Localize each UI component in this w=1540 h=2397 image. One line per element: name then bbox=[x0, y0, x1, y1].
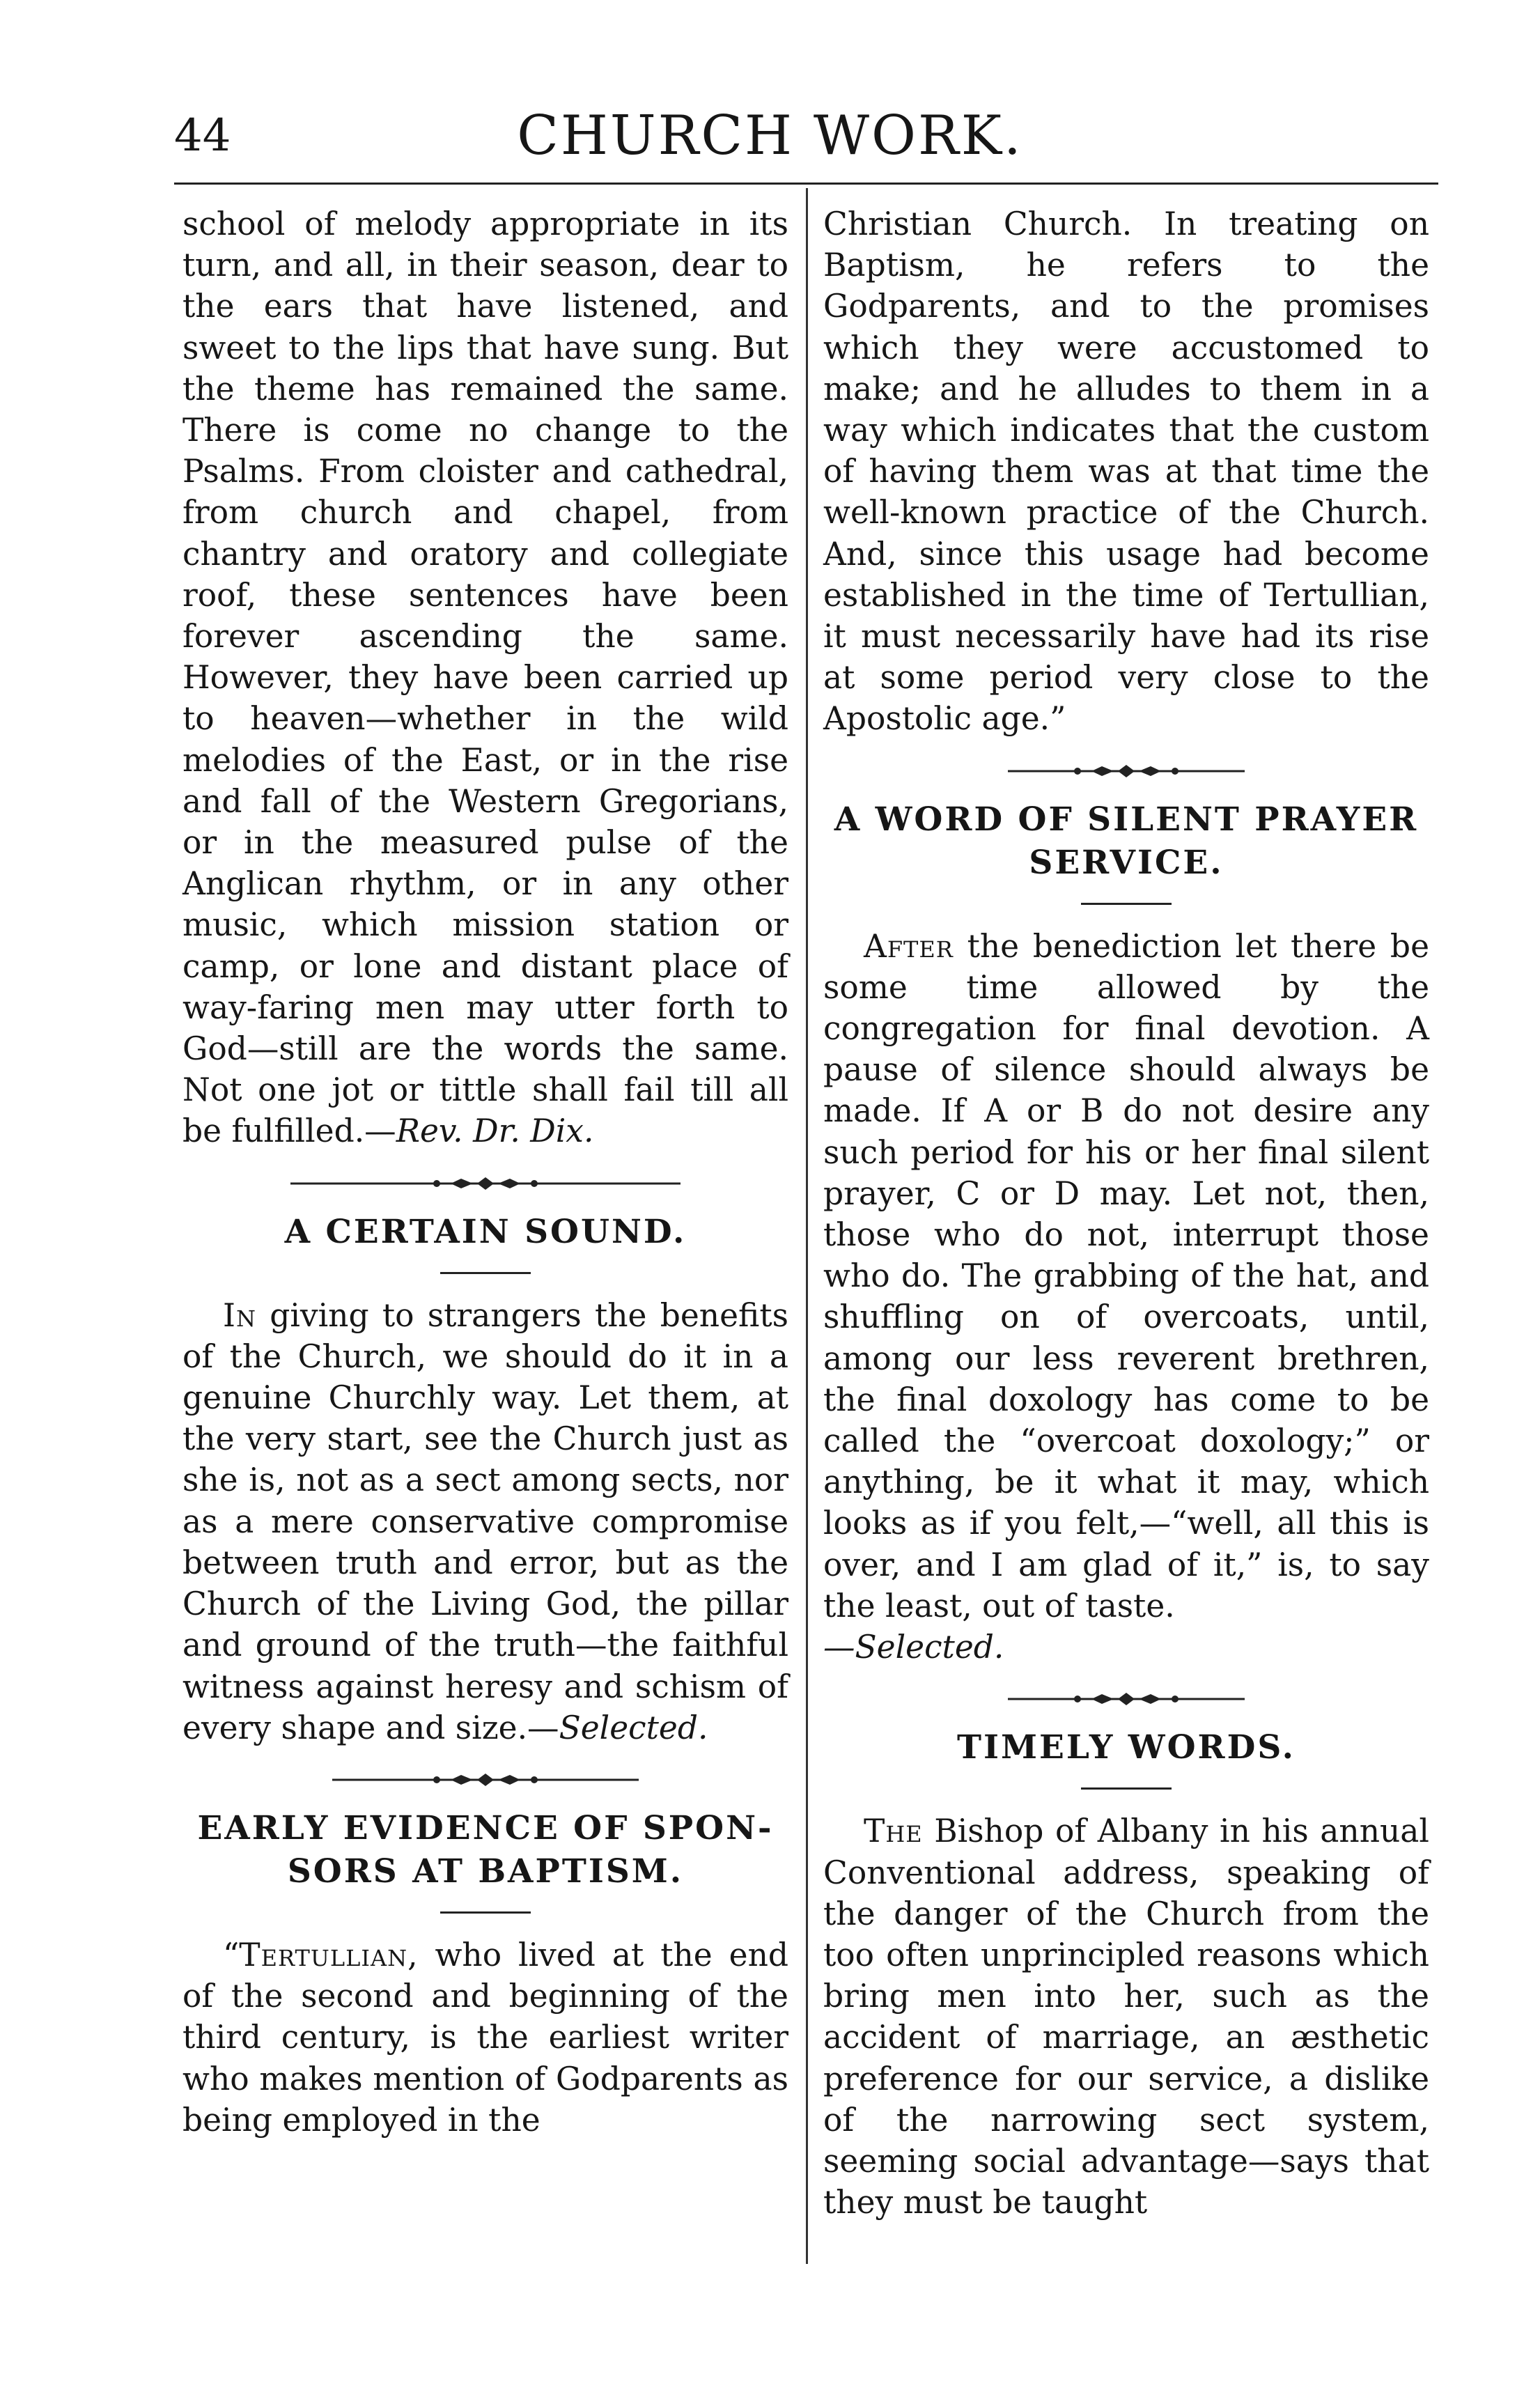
section-title-timely-words: TIMELY WORDS. bbox=[957, 1728, 1296, 1767]
section-title-certain-sound: A CERTAIN SOUND. bbox=[284, 1212, 687, 1251]
certain-sound-paragraph: In giving to strangers the benefits of the Church, we should do it in a genuine Churchly way. Let them, at the very start, see the Church just as she is, not as a sect among sects, nor as a mere conservative compromise between truth and error, but as the Church of the Living God, the pillar and ground of the truth—the faithful witness against heresy and schism of every shape and size.—Selected. bbox=[182, 1296, 788, 1746]
attribution: Rev. Dr. Dix. bbox=[396, 1112, 594, 1150]
ornament-divider-2 bbox=[332, 1769, 639, 1790]
section-title-silent-prayer: A WORD OF SILENT PRAYER SERVICE. bbox=[834, 800, 1419, 882]
title-rule bbox=[440, 1911, 531, 1914]
right-column bbox=[823, 203, 1429, 2223]
page-number: 44 bbox=[174, 110, 231, 162]
attribution: Selected. bbox=[559, 1709, 708, 1746]
timely-words-paragraph: The Bishop of Albany in his annual Conventional address, speaking of the danger of the Church from the too often unprincipled reasons which bring men into her, such as the accident of marriage, an æsthetic preference for our service, a dislike of the narrowing sect system, seeming social advantage—says that they must be taught bbox=[823, 1813, 1429, 2221]
title-rule bbox=[1081, 903, 1172, 905]
continued-paragraph: school of melody appropriate in its turn, and all, in their season, dear to the ears that have listened, and sweet to the lips that have sung. But the theme has remained the same. There is come no change to the Psalms. From cloister and cathedral, from church and chapel, from chantry and oratory and collegiate roof, these sentences have been forever ascending the same. However, they have been carried up to heaven—whether in the wild melodies of the East, or in the rise and fall of the Western Gregorians, or in the measured pulse of the Anglican rhythm, or in any other music, which mission station or camp, or lone and distant place of way-faring men may utter forth to God—still are the words the same. Not one jot or tittle shall fail till all be fulfilled.—Rev. Dr. Dix. bbox=[182, 205, 788, 1150]
column-divider bbox=[806, 188, 808, 2264]
title-rule bbox=[440, 1272, 531, 1274]
left-column bbox=[182, 203, 788, 2141]
silent-prayer-paragraph: After the benediction let there be some time allowed by the congregation for final devotion. A pause of silence should always be made. If A or B do not desire any such period for his or her final silent prayer, C or D may. Let not, then, those who do not, interrupt those who do. The grabbing of the hat, and shuffling on of overcoats, until, among our less reverent brethren, the final doxology has come to be called the “overcoat doxology;” or anything, be it what it may, which looks as if you felt,—“well, all this is over, and I am glad of it,” is, to say the least, out of taste. bbox=[823, 927, 1429, 1624]
ornament-divider-1 bbox=[290, 1173, 680, 1194]
running-title: CHURCH WORK. bbox=[517, 104, 1023, 167]
continued-paragraph-right: Christian Church. In treating on Baptism, he refers to the Godparents, and to the promises which they were accustomed to make; and he alludes to them in a way which indicates that the custom of having them was at that time the well-known practice of the Church. And, since this usage had become established in the time of Tertullian, it must necessarily have had its rise at some period very close to the Apostolic age.” bbox=[823, 205, 1429, 738]
attribution: —Selected. bbox=[823, 1629, 1004, 1666]
section-title-early-evidence: EARLY EVIDENCE OF SPON- SORS AT BAPTISM. bbox=[197, 1808, 774, 1891]
ornament-divider-4 bbox=[1008, 1689, 1245, 1709]
page-header bbox=[0, 104, 1540, 167]
ornament-divider-3 bbox=[1008, 761, 1245, 782]
header-rule bbox=[174, 183, 1438, 185]
early-evidence-paragraph: “Tertullian, who lived at the end of the second and beginning of the third century, is the earliest writer who makes mention of Godparents as being employed in the bbox=[182, 1936, 788, 2139]
title-rule bbox=[1081, 1787, 1172, 1790]
